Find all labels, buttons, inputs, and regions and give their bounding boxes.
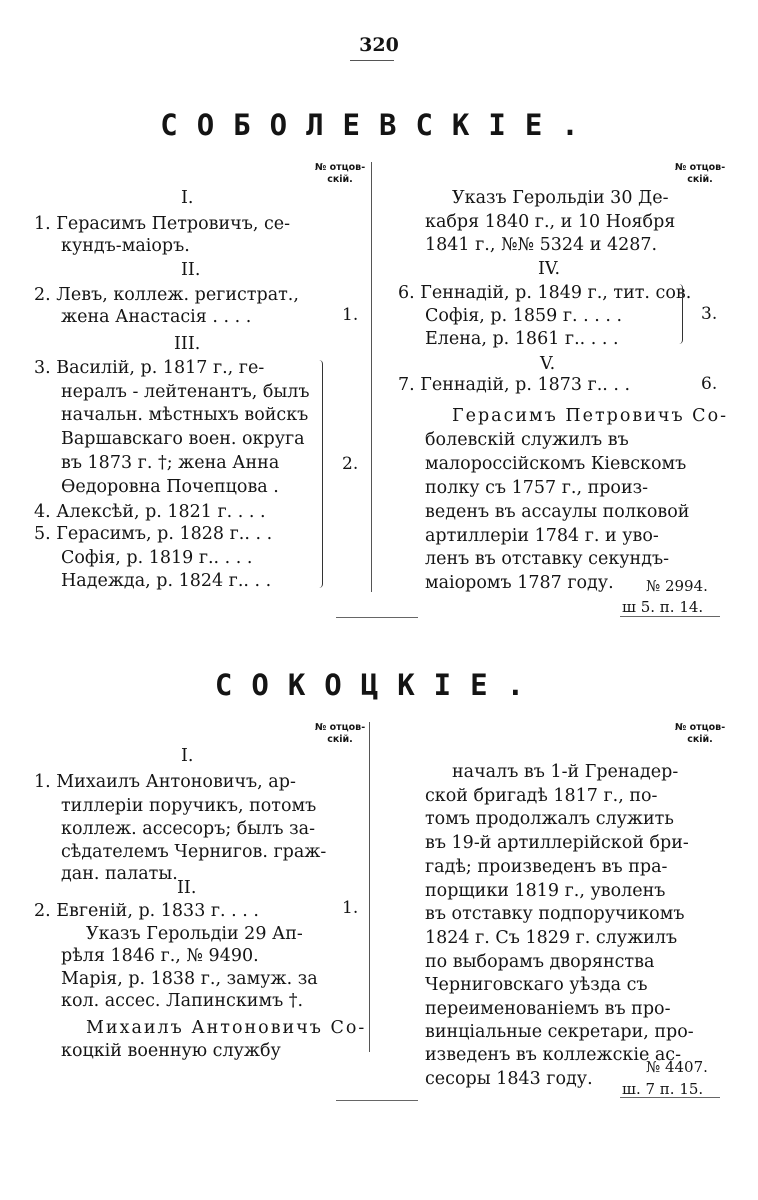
section-divider-vertical	[371, 162, 372, 592]
text-line: 4. Алексѣй, р. 1821 г. . . .	[34, 502, 266, 522]
text-line: томъ продолжалъ служить	[425, 809, 674, 829]
text-line: 1. Герасимъ Петровичъ, се-	[34, 214, 291, 234]
text-line: по выборамъ дворянства	[425, 952, 655, 972]
section-roman-numeral: II.	[177, 878, 197, 898]
text-line: Указъ Герольдіи 29 Ап-	[86, 924, 303, 944]
text-line: болевскій служилъ въ	[425, 430, 629, 450]
text-line: Елена, р. 1861 г.. . . .	[425, 329, 619, 349]
text-line: дан. палаты.	[61, 864, 178, 884]
text-line: сѣдателемъ Чернигов. граж-	[61, 842, 327, 862]
text-line: жена Анастасія . . . .	[61, 307, 252, 327]
text-line: кундъ-маіоръ.	[61, 236, 190, 256]
text-line: Варшавскаго воен. округа	[61, 429, 305, 449]
text-line: 2. Левъ, коллеж. регистрат.,	[34, 285, 299, 305]
section-roman-numeral: I.	[181, 746, 194, 766]
text-line: ленъ въ отставку секундъ-	[425, 549, 670, 569]
text-line: рѣля 1846 г., № 9490.	[61, 946, 259, 966]
section-separator	[336, 617, 418, 618]
column-header-left: № отцов-скій.	[314, 722, 366, 745]
brace-bracket	[677, 284, 683, 344]
text-line: начальн. мѣстныхъ войскъ	[61, 405, 309, 425]
text-line: Герасимъ Петровичъ Со-	[452, 406, 729, 426]
family-title-sobolevskie: СОБОЛЕВСКІЕ.	[160, 108, 598, 142]
otcovsky-number: 1.	[342, 898, 359, 918]
otcovsky-number: 3.	[701, 304, 718, 324]
text-line: сесоры 1843 году.	[425, 1069, 593, 1089]
section-separator	[336, 1100, 418, 1101]
text-line: Софія, р. 1859 г. . . . .	[425, 306, 623, 326]
text-line: коллеж. ассесоръ; былъ за-	[61, 819, 315, 839]
text-line: коцкій военную службу	[61, 1041, 281, 1061]
text-line: тиллеріи поручикъ, потомъ	[61, 796, 317, 816]
text-line: Софія, р. 1819 г.. . . .	[61, 548, 253, 568]
text-line: Михаилъ Антоновичъ Со-	[86, 1018, 367, 1038]
otcovsky-number: 6.	[701, 374, 718, 394]
section-divider-vertical	[369, 722, 370, 1052]
archive-rule	[620, 1097, 720, 1098]
text-line: Марія, р. 1838 г., замуж. за	[61, 969, 318, 989]
text-line: переименованіемъ въ про-	[425, 999, 671, 1019]
archive-rule	[620, 616, 720, 617]
text-line: кабря 1840 г., и 10 Ноября	[425, 212, 676, 232]
archive-number: № 4407.	[646, 1058, 708, 1076]
text-line: винціальные секретари, про-	[425, 1022, 694, 1042]
text-line: 6. Геннадій, р. 1849 г., тит. сов.	[398, 283, 692, 303]
text-line: гадѣ; произведенъ въ пра-	[425, 857, 668, 877]
text-line: кол. ассес. Лапинскимъ †.	[61, 991, 304, 1011]
text-line: 5. Герасимъ, р. 1828 г.. . .	[34, 524, 273, 544]
text-line: маіоромъ 1787 году.	[425, 573, 614, 593]
text-line: порщики 1819 г., уволенъ	[425, 881, 666, 901]
column-header-right: № отцов-скій.	[674, 722, 726, 745]
page-number-rule	[350, 60, 394, 61]
text-line: нералъ - лейтенантъ, былъ	[61, 382, 310, 402]
archive-reference: ш. 7 п. 15.	[622, 1080, 704, 1098]
text-line: въ 1873 г. †; жена Анна	[61, 453, 280, 473]
text-line: 1. Михаилъ Антоновичъ, ар-	[34, 772, 296, 792]
archive-reference: ш 5. п. 14.	[622, 598, 704, 616]
brace-bracket	[316, 360, 323, 588]
text-line: Ѳедоровна Почепцова .	[61, 477, 279, 497]
text-line: Черниговскаго уѣзда съ	[425, 975, 648, 995]
section-roman-numeral: V.	[540, 354, 556, 374]
text-line: изведенъ въ коллежскіе ас-	[425, 1045, 682, 1065]
text-line: веденъ въ ассаулы полковой	[425, 502, 690, 522]
text-line: ской бригадѣ 1817 г., по-	[425, 786, 658, 806]
text-line: малороссійскомъ Кіевскомъ	[425, 454, 687, 474]
text-line: 3. Василій, р. 1817 г., ге-	[34, 358, 265, 378]
section-roman-numeral: II.	[181, 260, 201, 280]
page-number: 320	[359, 34, 399, 56]
column-header-left: № отцов-скій.	[314, 162, 366, 185]
text-line: 7. Геннадій, р. 1873 г.. . .	[398, 375, 631, 395]
archive-number: № 2994.	[646, 577, 708, 595]
text-line: Указъ Герольдіи 30 Де-	[452, 188, 669, 208]
text-line: въ 19-й артиллерійской бри-	[425, 833, 689, 853]
family-title-sokotskie: СОКОЦКІЕ.	[214, 668, 544, 702]
text-line: 1824 г. Съ 1829 г. служилъ	[425, 928, 678, 948]
text-line: въ отставку подпоручикомъ	[425, 904, 685, 924]
text-line: 2. Евгеній, р. 1833 г. . . .	[34, 901, 259, 921]
otcovsky-number: 2.	[342, 454, 359, 474]
section-roman-numeral: I.	[181, 188, 194, 208]
section-roman-numeral: III.	[174, 334, 201, 354]
text-line: началъ въ 1-й Гренадер-	[452, 762, 679, 782]
text-line: артиллеріи 1784 г. и уво-	[425, 526, 659, 546]
column-header-right: № отцов-скій.	[674, 162, 726, 185]
text-line: полку съ 1757 г., произ-	[425, 478, 649, 498]
section-roman-numeral: IV.	[538, 259, 561, 279]
text-line: Надежда, р. 1824 г.. . .	[61, 571, 272, 591]
text-line: 1841 г., №№ 5324 и 4287.	[425, 235, 658, 255]
otcovsky-number: 1.	[342, 305, 359, 325]
